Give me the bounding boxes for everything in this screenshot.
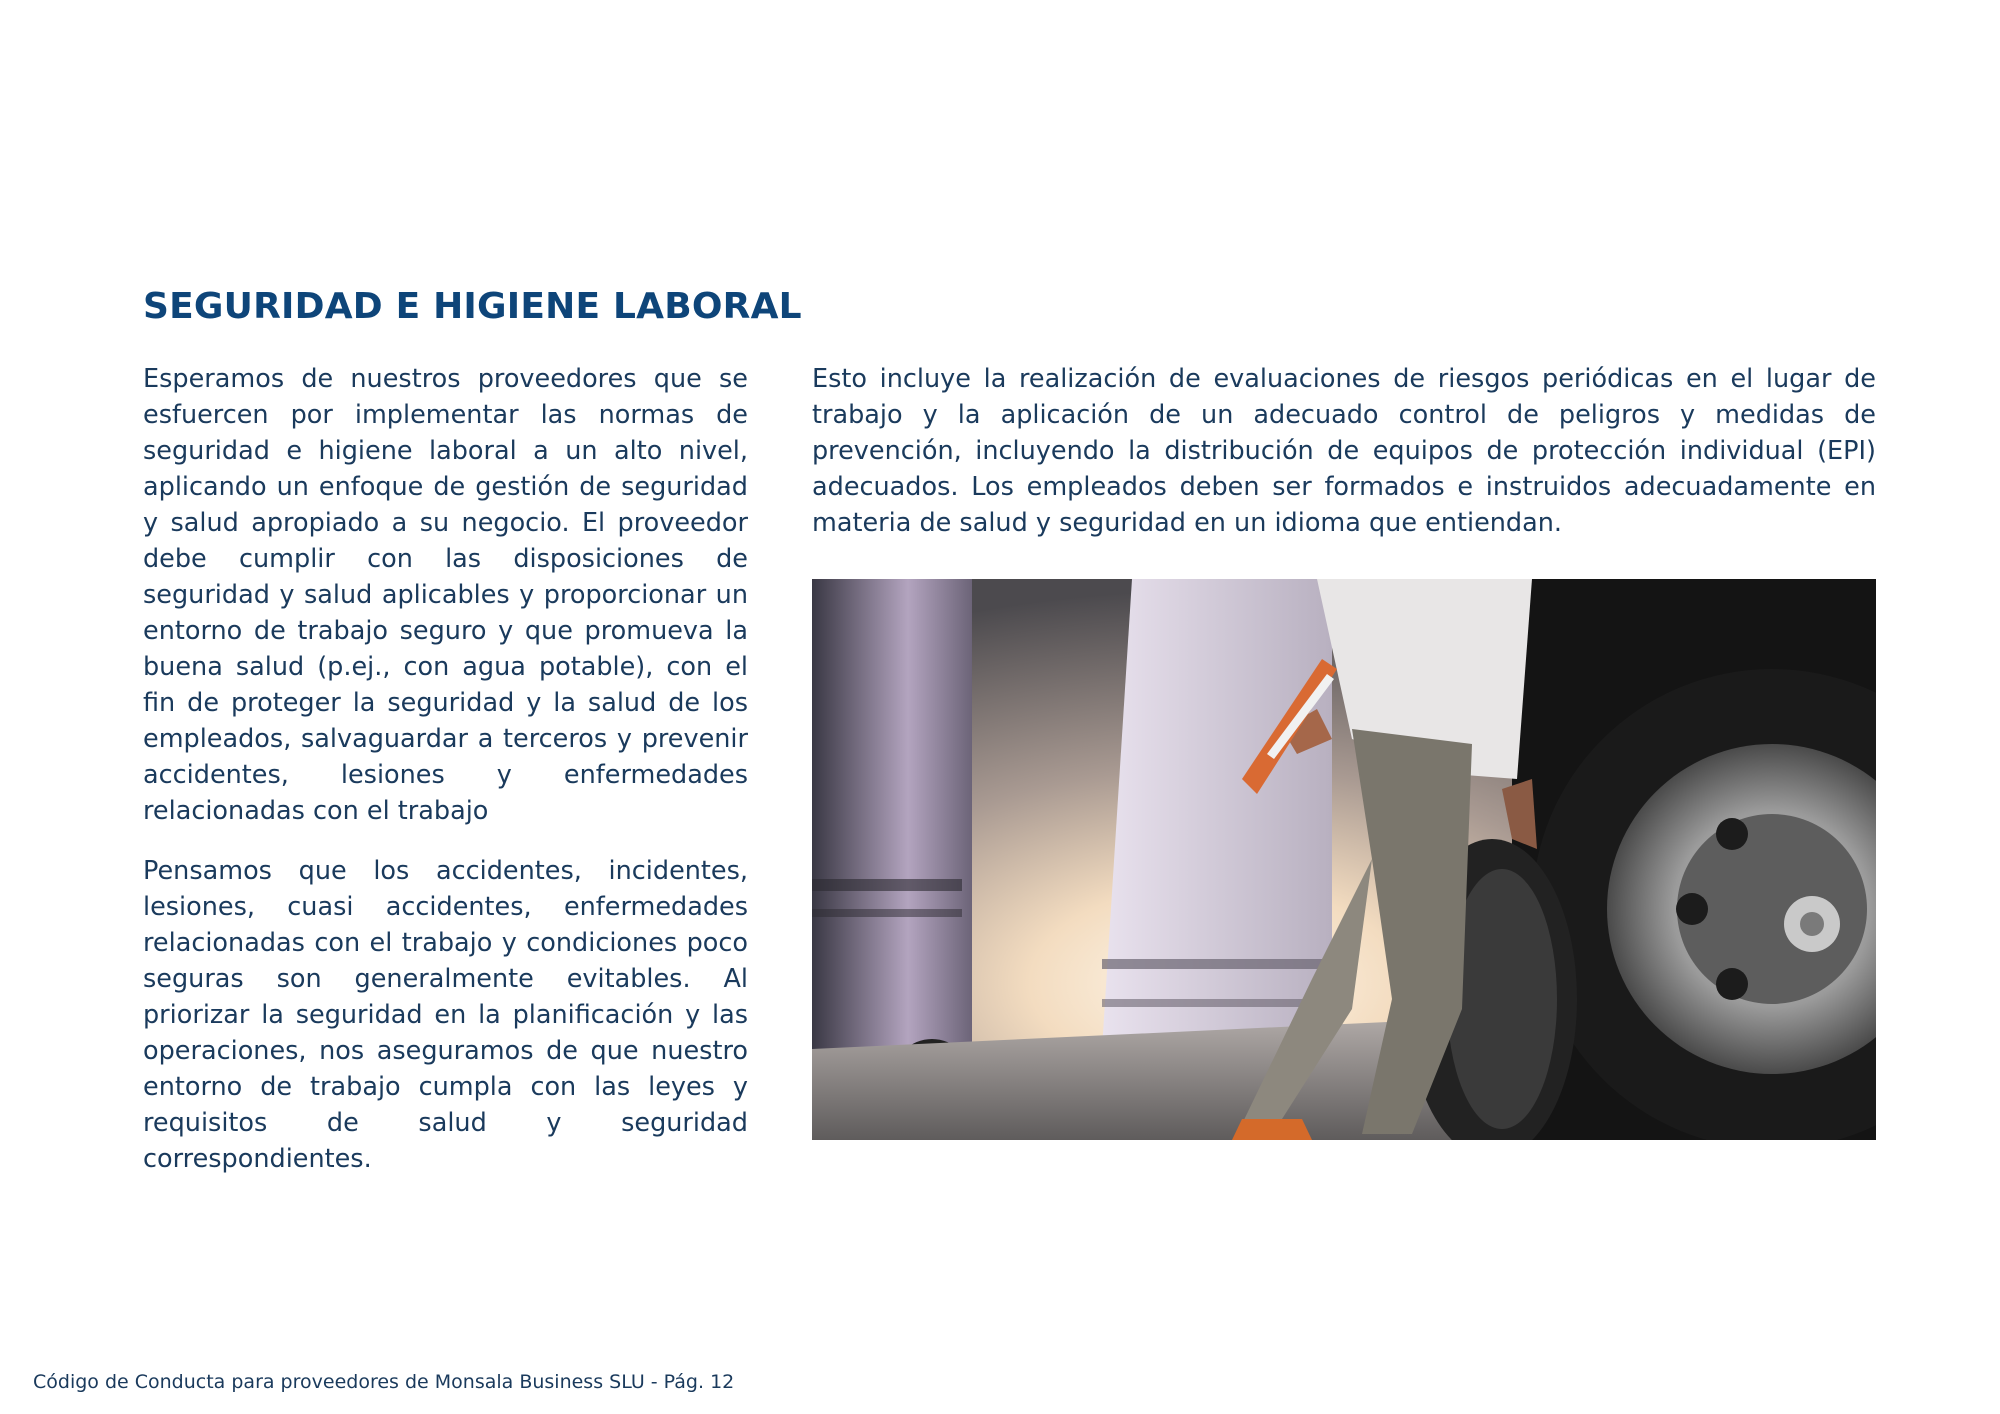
footer-text: Código de Conducta para proveedores de Monsala Business SLU - Pág. 12 bbox=[33, 1371, 735, 1393]
right-column bbox=[812, 361, 1876, 565]
left-paragraph-1: Esperamos de nuestros proveedores que se esfuercen por implementar las normas de seguridad e higiene laboral a un alto nivel, aplicando un enfoque de gestión de seguridad y salud apropiado a su negocio. El proveedor debe cumplir con las disposiciones de seguridad y salud aplicables y proporcionar un entorno de trabajo seguro y que promueva la buena salud (p.ej., con agua potable), con el fin de proteger la seguridad y la salud de los empleados, salvaguardar a terceros y prevenir accidentes, lesiones y enfermedades relacionadas con el trabajo bbox=[143, 364, 748, 826]
photo-truck-inspection bbox=[812, 579, 1876, 1140]
left-column bbox=[143, 361, 748, 1201]
section-title: SEGURIDAD E HIGIENE LABORAL bbox=[143, 286, 802, 327]
left-paragraph-2: Pensamos que los accidentes, incidentes, lesiones, cuasi accidentes, enfermedades relacionadas con el trabajo y condiciones poco seguras son generalmente evitables. Al priorizar la seguridad en la planificación y las operaciones, nos aseguramos de que nuestro entorno de trabajo cumpla con las leyes y requisitos de salud y seguridad correspondientes. bbox=[143, 856, 748, 1174]
truck-worker-illustration bbox=[812, 579, 1876, 1140]
right-paragraph-1: Esto incluye la realización de evaluaciones de riesgos periódicas en el lugar de trabajo y la aplicación de un adecuado control de peligros y medidas de prevención, incluyendo la distribución de equipos de protección individual (EPI) adecuados. Los empleados deben ser formados e instruidos adecuadamente en materia de salud y seguridad en un idioma que entiendan. bbox=[812, 364, 1876, 538]
